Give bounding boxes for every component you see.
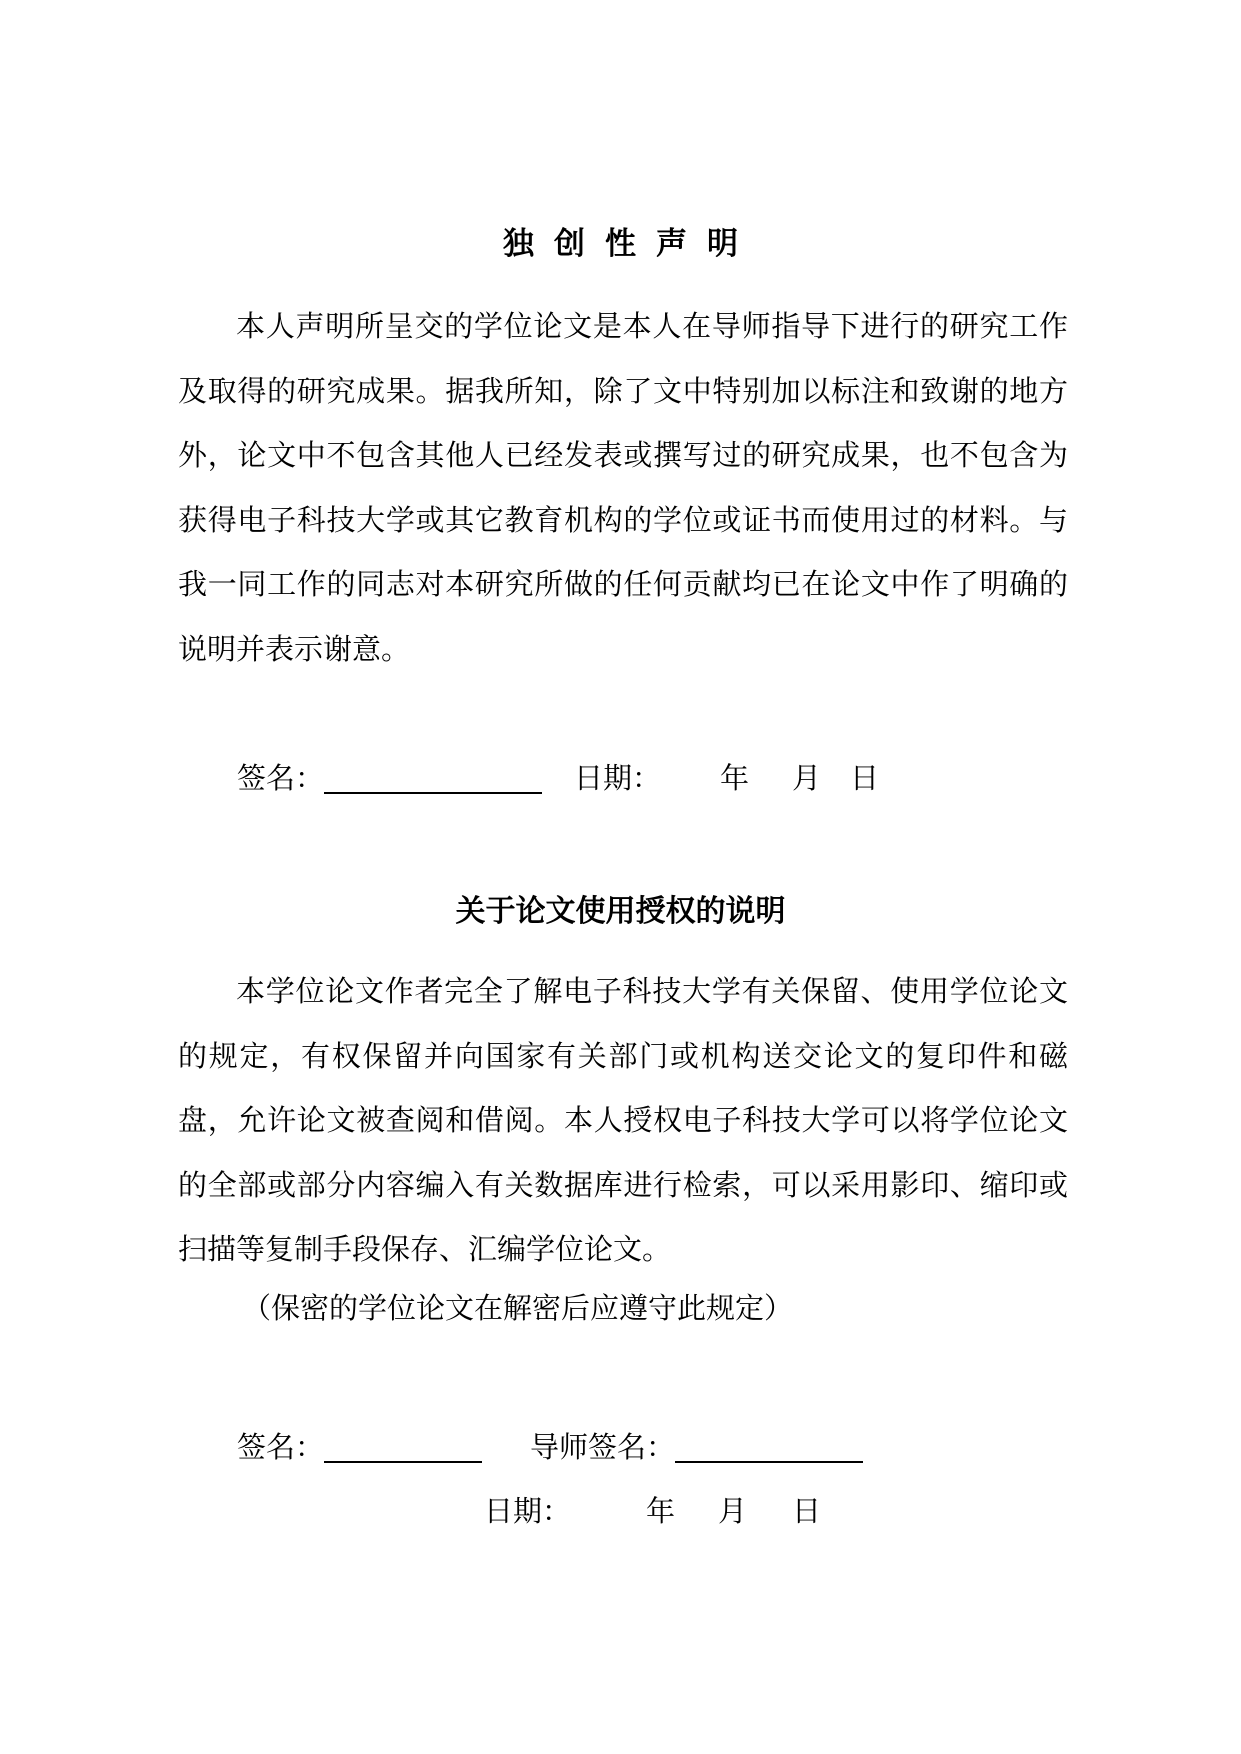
date-label: 日期：	[574, 761, 662, 795]
authorization-year-label: 年	[646, 1494, 676, 1528]
signature-label: 签名：	[237, 761, 325, 795]
originality-signature-row	[237, 756, 542, 797]
authorization-title: 关于论文使用授权的说明	[455, 894, 786, 929]
advisor-signature-row	[530, 1425, 863, 1466]
authorization-paragraph: 本学位论文作者完全了解电子科技大学有关保留、使用学位论文的规定，有权保留并向国家有关部门或机构送交论文的复印件和磁盘，允许论文被查阅和借阅。本人授权电子科技大学可以将学位论文的全部或部分内容编入有关数据库进行检索，可以采用影印、缩印或扫描等复制手段保存、汇编学位论文。	[178, 974, 1068, 1266]
originality-year-label: 年	[720, 761, 750, 795]
originality-month-label: 月	[792, 761, 822, 795]
originality-day-label: 日	[850, 761, 880, 795]
authorization-signature-row	[237, 1425, 482, 1466]
authorization-date-label: 日期：	[484, 1494, 572, 1528]
signature-line[interactable]	[324, 1431, 482, 1463]
signature-line[interactable]	[324, 762, 542, 794]
advisor-signature-line[interactable]	[675, 1431, 863, 1463]
authorization-month-label: 月	[718, 1494, 748, 1528]
signature-label: 签名：	[237, 1430, 325, 1464]
authorization-day-label: 日	[792, 1494, 822, 1528]
authorization-note: （保密的学位论文在解密后应遵守此规定）	[242, 1291, 794, 1325]
originality-date-row	[574, 756, 661, 797]
advisor-signature-label: 导师签名：	[530, 1430, 676, 1464]
originality-title: 独创性声明	[503, 226, 758, 262]
originality-paragraph: 本人声明所呈交的学位论文是本人在导师指导下进行的研究工作及取得的研究成果。据我所知，除了文中特别加以标注和致谢的地方外，论文中不包含其他人已经发表或撰写过的研究成果，也不包含为获得电子科技大学或其它教育机构的学位或证书而使用过的材料。与我一同工作的同志对本研究所做的任何贡献均已在论文中作了明确的说明并表示谢意。	[178, 309, 1068, 666]
